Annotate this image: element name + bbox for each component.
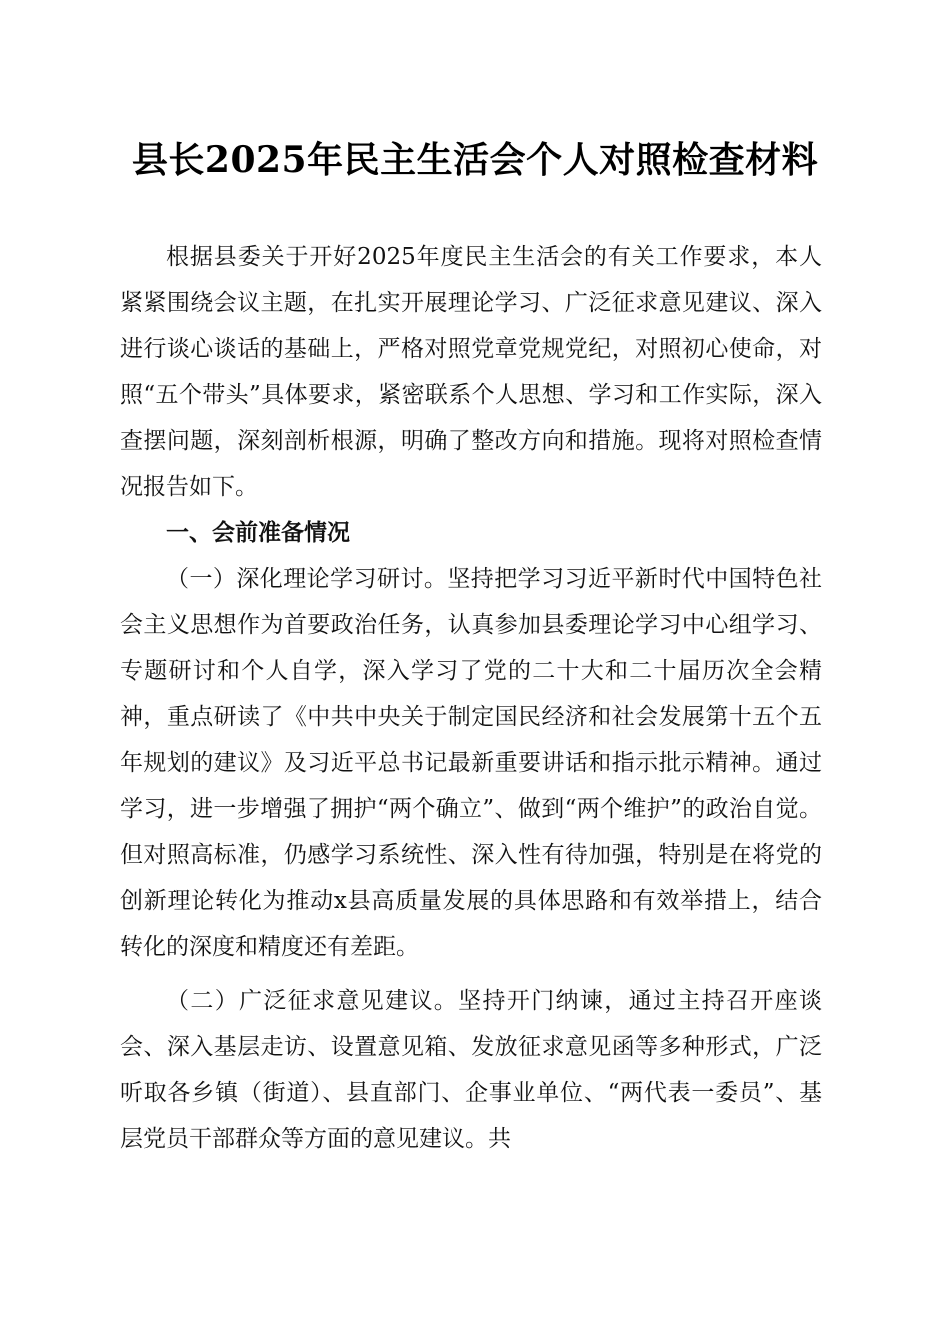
subsection-text-2: 坚持开门纳谏，通过主持召开座谈会、深入基层走访、设置意见箱、发放征求意见函等多种形式，广泛听取各乡镇（街道）、县直部门、企事业单位、“两代表一委员”、基层党员干部群众等方面的意见建议。共 xyxy=(120,988,823,1152)
subsection-paragraph-1 xyxy=(120,556,822,970)
subsection-paragraph-2 xyxy=(120,978,822,1162)
subsection-lead-1: （一）深化理论学习研讨。 xyxy=(166,566,448,592)
subsection-lead-2: （二）广泛征求意见建议。 xyxy=(166,988,459,1014)
intro-paragraph: 根据县委关于开好2025年度民主生活会的有关工作要求，本人紧紧围绕会议主题，在扎实开展理论学习、广泛征求意见建议、深入进行谈心谈话的基础上，严格对照党章党规党纪，对照初心使命，对照“五个带头”具体要求，紧密联系个人思想、学习和工作实际，深入查摆问题，深刻剖析根源，明确了整改方向和措施。现将对照检查情况报告如下。 xyxy=(120,244,822,500)
document-title: 县长2025年民主生活会个人对照检查材料 xyxy=(131,139,819,181)
section-heading: 一、会前准备情况 xyxy=(166,519,350,546)
document-body xyxy=(120,234,822,1162)
subsection-text-1: 坚持把学习习近平新时代中国特色社会主义思想作为首要政治任务，认真参加县委理论学习中心组学习、专题研讨和个人自学，深入学习了党的二十大和二十届历次全会精神，重点研读了《中共中央关于制定国民经济和社会发展第十五个五年规划的建议》及习近平总书记最新重要讲话和指示批示精神。通过学习，进一步增强了拥护“两个确立”、做到“两个维护”的政治自觉。但对照高标准，仍感学习系统性、深入性有待加强，特别是在将党的创新理论转化为推动x县高质量发展的具体思路和有效举措上，结合转化的深度和精度还有差距。 xyxy=(120,566,823,960)
